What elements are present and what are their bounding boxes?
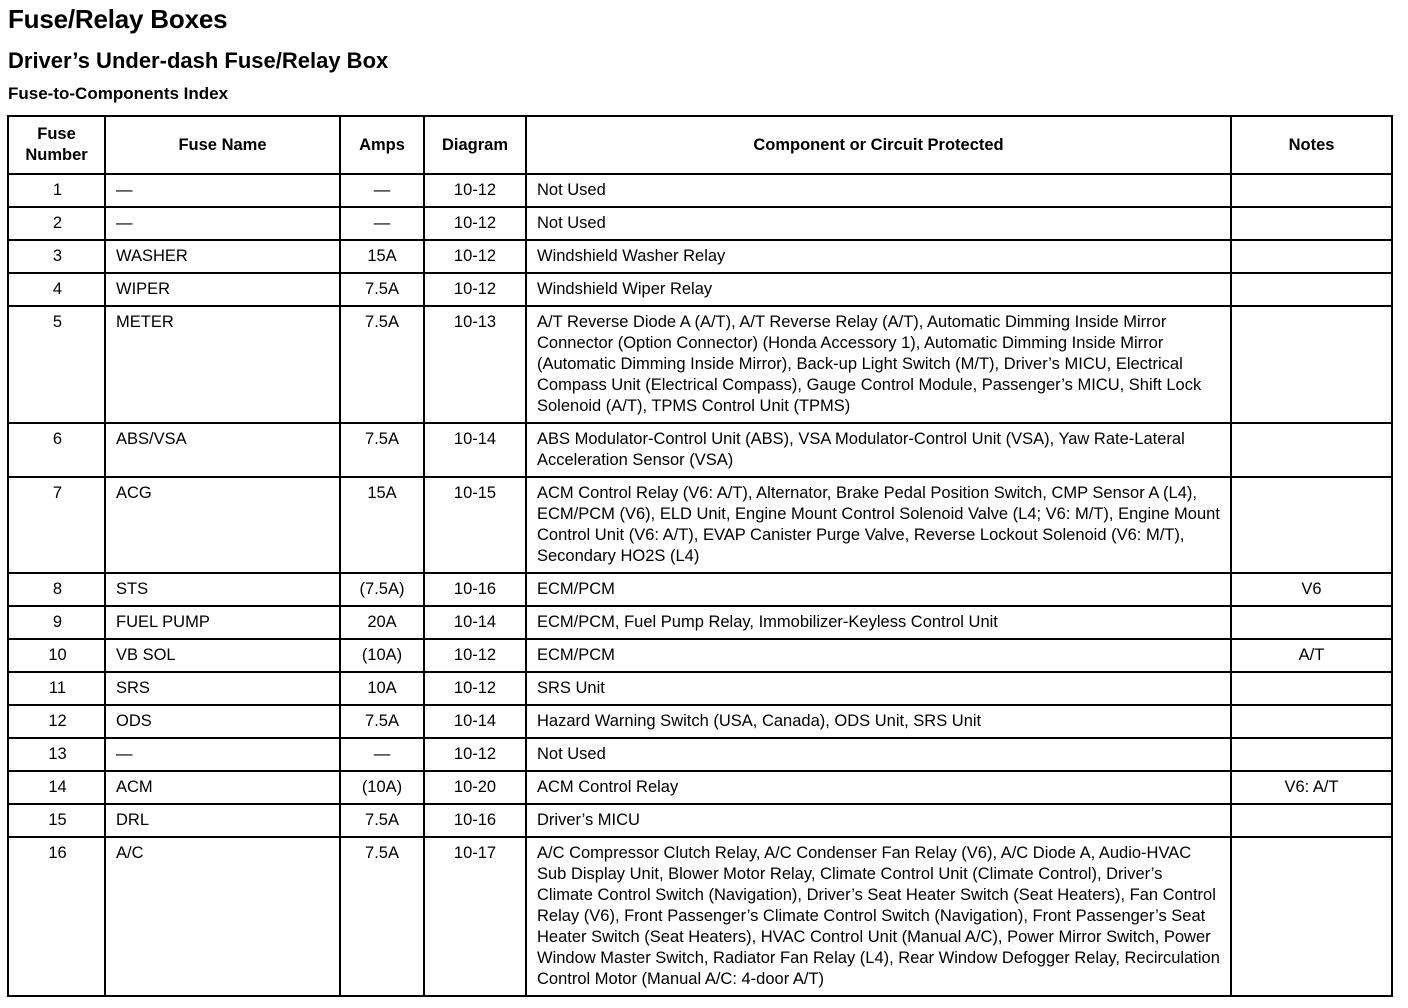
fuse-name-cell: WIPER	[105, 273, 340, 306]
notes-cell	[1231, 738, 1392, 771]
table-row	[8, 705, 1392, 738]
section-title: Driver’s Under-dash Fuse/Relay Box	[8, 48, 389, 73]
fuse-name-cell: ODS	[105, 705, 340, 738]
table-row	[8, 573, 1392, 606]
amps-cell: —	[340, 738, 424, 771]
fuse-name-cell: ABS/VSA	[105, 423, 340, 477]
fuse-number-cell: 6	[8, 423, 105, 477]
table-header-row	[8, 116, 1392, 174]
col-header-component: Component or Circuit Protected	[526, 116, 1231, 174]
amps-cell: (10A)	[340, 639, 424, 672]
component-cell: Not Used	[526, 738, 1231, 771]
fuse-number-cell: 13	[8, 738, 105, 771]
fuse-number-cell: 5	[8, 306, 105, 423]
fuse-number-cell: 15	[8, 804, 105, 837]
component-cell: Windshield Wiper Relay	[526, 273, 1231, 306]
notes-cell	[1231, 804, 1392, 837]
notes-cell	[1231, 672, 1392, 705]
diagram-cell: 10-20	[424, 771, 526, 804]
component-cell: ABS Modulator-Control Unit (ABS), VSA Modulator-Control Unit (VSA), Yaw Rate-Lateral Acceleration Sensor (VSA)	[526, 423, 1231, 477]
col-header-diagram: Diagram	[424, 116, 526, 174]
table-row	[8, 423, 1392, 477]
diagram-cell: 10-14	[424, 423, 526, 477]
notes-cell: V6: A/T	[1231, 771, 1392, 804]
table-row	[8, 804, 1392, 837]
component-cell: SRS Unit	[526, 672, 1231, 705]
col-header-amps: Amps	[340, 116, 424, 174]
notes-cell	[1231, 207, 1392, 240]
diagram-cell: 10-16	[424, 804, 526, 837]
notes-cell	[1231, 306, 1392, 423]
diagram-cell: 10-12	[424, 672, 526, 705]
table-row	[8, 273, 1392, 306]
col-header-notes: Notes	[1231, 116, 1392, 174]
fuse-name-cell: METER	[105, 306, 340, 423]
notes-cell	[1231, 477, 1392, 573]
fuse-number-cell: 12	[8, 705, 105, 738]
amps-cell: 7.5A	[340, 273, 424, 306]
amps-cell: 7.5A	[340, 306, 424, 423]
fuse-number-cell: 3	[8, 240, 105, 273]
notes-cell	[1231, 837, 1392, 996]
table-row	[8, 639, 1392, 672]
fuse-name-cell: STS	[105, 573, 340, 606]
notes-cell	[1231, 273, 1392, 306]
fuse-number-cell: 14	[8, 771, 105, 804]
amps-cell: 15A	[340, 240, 424, 273]
table-row	[8, 207, 1392, 240]
fuse-number-cell: 16	[8, 837, 105, 996]
amps-cell: 10A	[340, 672, 424, 705]
amps-cell: —	[340, 207, 424, 240]
fuse-number-cell: 10	[8, 639, 105, 672]
col-header-fuse-number-line1: Fuse	[37, 125, 76, 143]
diagram-cell: 10-12	[424, 738, 526, 771]
notes-cell	[1231, 240, 1392, 273]
diagram-cell: 10-12	[424, 240, 526, 273]
component-cell: ACM Control Relay (V6: A/T), Alternator, Brake Pedal Position Switch, CMP Sensor A (L4), ECM/PCM (V6), ELD Unit, Engine Mount Control Solenoid Valve (L4; V6: M/T), Engine Mount Control Unit (V6: A/T), EVAP Canister Purge Valve, Reverse Lockout Solenoid (V6: M/T), Secondary HO2S (L4)	[526, 477, 1231, 573]
fuse-name-cell: FUEL PUMP	[105, 606, 340, 639]
table-row	[8, 771, 1392, 804]
component-cell: A/C Compressor Clutch Relay, A/C Condenser Fan Relay (V6), A/C Diode A, Audio-HVAC Sub Display Unit, Blower Motor Relay, Climate Control Unit (Climate Control), Driver’s Climate Control Switch (Navigation), Driver’s Seat Heater Switch (Seat Heaters), Fan Control Relay (V6), Front Passenger’s Climate Control Switch (Navigation), Front Passenger’s Seat Heater Switch (Seat Heaters), HVAC Control Unit (Manual A/C), Power Mirror Switch, Power Window Master Switch, Radiator Fan Relay (L4), Rear Window Defogger Relay, Recirculation Control Motor (Manual A/C: 4-door A/T)	[526, 837, 1231, 996]
table-row	[8, 837, 1392, 996]
diagram-cell: 10-14	[424, 606, 526, 639]
fuse-name-cell: —	[105, 738, 340, 771]
component-cell: Driver’s MICU	[526, 804, 1231, 837]
notes-cell: V6	[1231, 573, 1392, 606]
notes-cell	[1231, 705, 1392, 738]
amps-cell: (10A)	[340, 771, 424, 804]
amps-cell: 15A	[340, 477, 424, 573]
component-cell: Hazard Warning Switch (USA, Canada), ODS Unit, SRS Unit	[526, 705, 1231, 738]
amps-cell: —	[340, 174, 424, 207]
table-body	[8, 174, 1392, 996]
amps-cell: 7.5A	[340, 804, 424, 837]
page-title: Fuse/Relay Boxes	[8, 4, 228, 34]
table-row	[8, 306, 1392, 423]
component-cell: Not Used	[526, 174, 1231, 207]
diagram-cell: 10-17	[424, 837, 526, 996]
table-row	[8, 174, 1392, 207]
col-header-fuse-name: Fuse Name	[105, 116, 340, 174]
fuse-number-cell: 2	[8, 207, 105, 240]
component-cell: ECM/PCM	[526, 639, 1231, 672]
diagram-cell: 10-12	[424, 273, 526, 306]
table-row	[8, 240, 1392, 273]
diagram-cell: 10-12	[424, 639, 526, 672]
fuse-number-cell: 8	[8, 573, 105, 606]
component-cell: ECM/PCM	[526, 573, 1231, 606]
index-title: Fuse-to-Components Index	[8, 84, 229, 103]
component-cell: Not Used	[526, 207, 1231, 240]
amps-cell: 7.5A	[340, 423, 424, 477]
notes-cell	[1231, 174, 1392, 207]
fuse-number-cell: 4	[8, 273, 105, 306]
component-cell: A/T Reverse Diode A (A/T), A/T Reverse Relay (A/T), Automatic Dimming Inside Mirror Connector (Option Connector) (Honda Accessory 1), Automatic Dimming Inside Mirror (Automatic Dimming Inside Mirror), Back-up Light Switch (M/T), Driver’s MICU, Electrical Compass Unit (Electrical Compass), Gauge Control Module, Passenger’s MICU, Shift Lock Solenoid (A/T), TPMS Control Unit (TPMS)	[526, 306, 1231, 423]
col-header-fuse-number	[8, 116, 105, 174]
table-row	[8, 738, 1392, 771]
notes-cell	[1231, 423, 1392, 477]
table-row	[8, 672, 1392, 705]
fuse-name-cell: A/C	[105, 837, 340, 996]
fuse-number-cell: 9	[8, 606, 105, 639]
fuse-name-cell: —	[105, 207, 340, 240]
component-cell: Windshield Washer Relay	[526, 240, 1231, 273]
table-row	[8, 606, 1392, 639]
fuse-name-cell: VB SOL	[105, 639, 340, 672]
amps-cell: 7.5A	[340, 705, 424, 738]
fuse-name-cell: SRS	[105, 672, 340, 705]
fuse-name-cell: ACM	[105, 771, 340, 804]
diagram-cell: 10-14	[424, 705, 526, 738]
fuse-number-cell: 1	[8, 174, 105, 207]
table-row	[8, 477, 1392, 573]
fuse-name-cell: WASHER	[105, 240, 340, 273]
amps-cell: 7.5A	[340, 837, 424, 996]
component-cell: ECM/PCM, Fuel Pump Relay, Immobilizer-Keyless Control Unit	[526, 606, 1231, 639]
diagram-cell: 10-16	[424, 573, 526, 606]
diagram-cell: 10-15	[424, 477, 526, 573]
fuse-name-cell: ACG	[105, 477, 340, 573]
col-header-fuse-number-line2: Number	[25, 146, 88, 164]
diagram-cell: 10-12	[424, 174, 526, 207]
component-cell: ACM Control Relay	[526, 771, 1231, 804]
fuse-name-cell: —	[105, 174, 340, 207]
amps-cell: (7.5A)	[340, 573, 424, 606]
amps-cell: 20A	[340, 606, 424, 639]
fuse-index-table	[7, 115, 1393, 997]
notes-cell	[1231, 606, 1392, 639]
fuse-number-cell: 11	[8, 672, 105, 705]
fuse-name-cell: DRL	[105, 804, 340, 837]
diagram-cell: 10-12	[424, 207, 526, 240]
notes-cell: A/T	[1231, 639, 1392, 672]
diagram-cell: 10-13	[424, 306, 526, 423]
fuse-number-cell: 7	[8, 477, 105, 573]
